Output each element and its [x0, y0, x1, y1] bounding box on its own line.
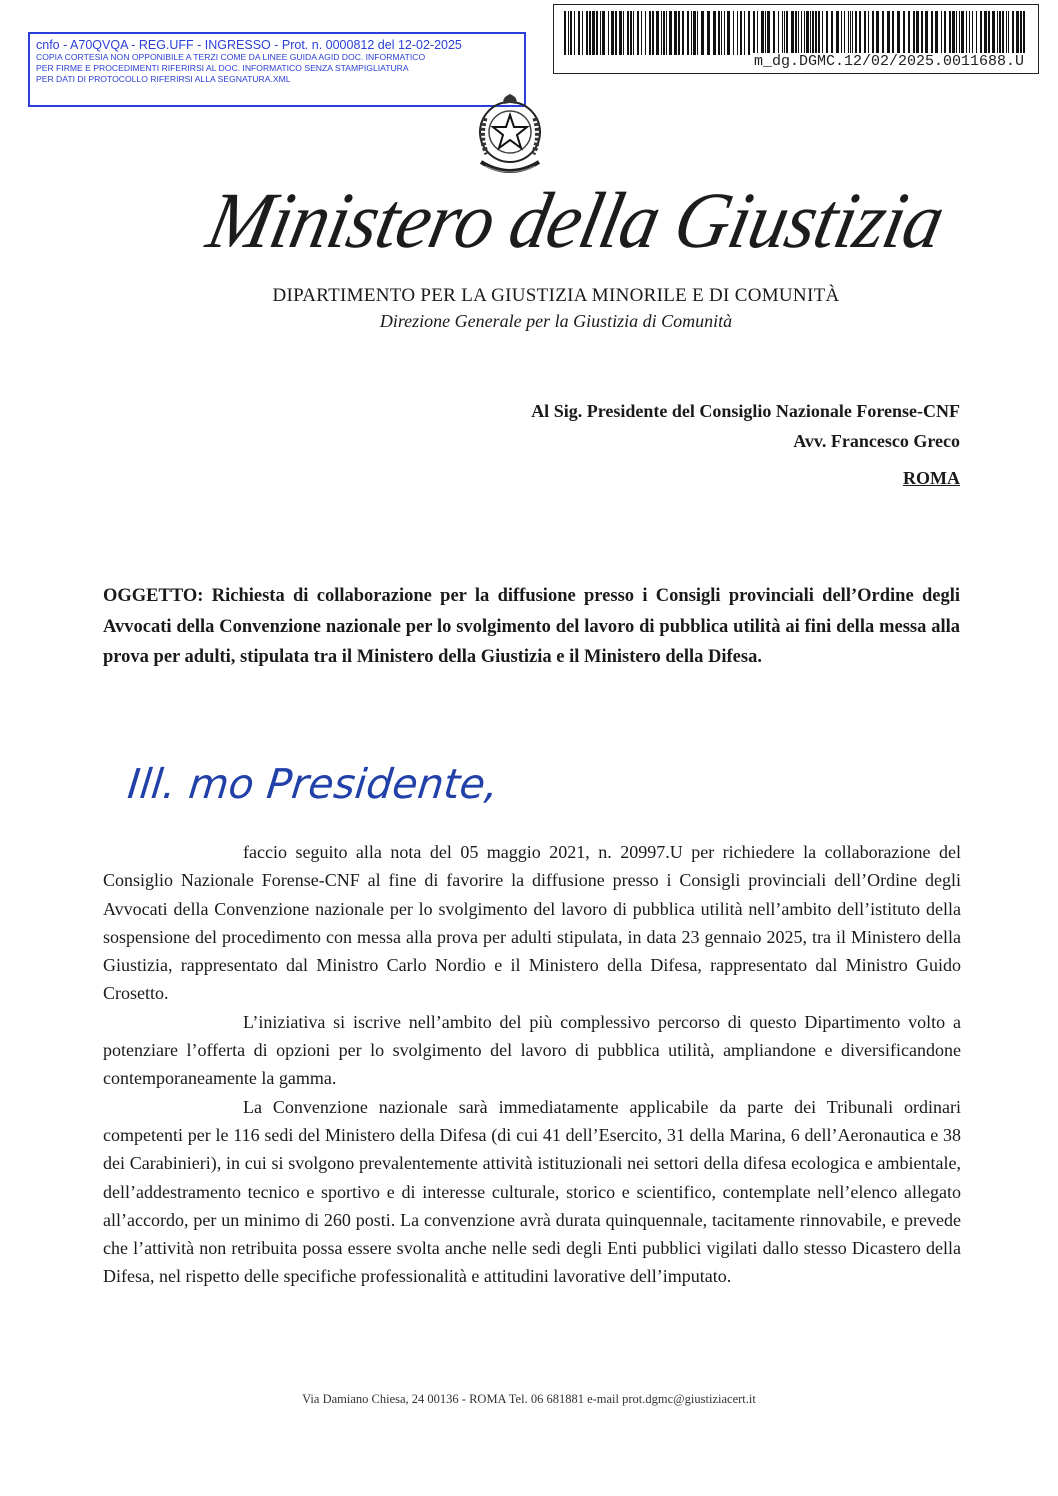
department-name: DIPARTIMENTO PER LA GIUSTIZIA MINORILE E DI COMUNITÀ: [272, 285, 840, 306]
subject: [103, 581, 960, 673]
barcode-code: m_dg.DGMC.12/02/2025.0011688.U: [750, 53, 1028, 70]
footer-contacts: Via Damiano Chiesa, 24 00136 - ROMA Tel. 06 681881 e-mail prot.dgmc@giustiziacert.it: [302, 1392, 756, 1406]
protocol-stamp-header: cnfo - A70QVQA - REG.UFF - INGRESSO - Prot. n. 0000812 del 12-02-2025: [36, 38, 462, 52]
subject-text: Richiesta di collaborazione per la diffusione presso i Consigli provinciali dell’Ordine degli Avvocati della Convenzione nazionale per lo svolgimento del lavoro di pubblica utilità ai fini della messa alla prova per adulti, stipulata tra il Ministero della Giustizia e il Ministero della Difesa.: [103, 586, 961, 667]
body-paragraph-2: L’iniziativa si iscrive nell’ambito del più complessivo percorso di questo Dipartimento volto a potenziare l’offerta di opzioni per lo svolgimento del lavoro di pubblica utilità, ampliandone e diversificandone contemporaneamente la gamma.: [103, 1011, 961, 1089]
barcode-bars-icon: [564, 11, 1028, 55]
recipient-city: ROMA: [903, 468, 960, 488]
protocol-stamp: [28, 32, 526, 107]
italian-republic-emblem-icon: [471, 88, 549, 182]
letter-body: [103, 838, 961, 1291]
handwritten-salutation: Ill. mo Presidente,: [125, 760, 501, 808]
barcode: [553, 4, 1039, 74]
ministry-name: Ministero della Giustizia: [200, 176, 952, 265]
body-paragraph-3: La Convenzione nazionale sarà immediatamente applicabile da parte dei Tribunali ordinari competenti per le 116 sedi del Ministero della Difesa (di cui 41 dell’Esercito, 31 della Marina, 6 dell’Aeronautica e 38 dei Carabinieri), in cui si svolgono prevalentemente attività istituzionali nei settori della difesa ecologica e ambientale, dell’addestramento tecnico e sportivo e di interesse culturale, storico e scientifico, contemplate nell’elenco allegato all’accordo, per un minimo di 260 posti. La convenzione avrà durata quinquennale, tacitamente rinnovabile, e prevede che l’attività non retribuita possa essere svolta anche nelle sedi degli Enti pubblici vigilati dallo stesso Dicastero della Difesa, nel rispetto delle specifiche professionalità e attitudini lavorative dell’imputato.: [103, 1096, 961, 1287]
protocol-stamp-line-2: PER FIRME E PROCEDIMENTI RIFERIRSI AL DOC. INFORMATICO SENZA STAMPIGLIATURA: [36, 63, 409, 73]
recipient-title: Al Sig. Presidente del Consiglio Nazionale Forense-CNF: [531, 401, 960, 421]
body-paragraph-1: faccio seguito alla nota del 05 maggio 2021, n. 20997.U per richiedere la collaborazione del Consiglio Nazionale Forense-CNF al fine di favorire la diffusione presso i Consigli provinciali dell’Ordine degli Avvocati della Convenzione nazionale per lo svolgimento del lavoro di pubblica utilità nell’ambito dell’istituto della sospensione del procedimento con messa alla prova per adulti stipulata, in data 23 gennaio 2025, tra il Ministero della Giustizia, rappresentato dal Ministro Carlo Nordio e il Ministero della Difesa, rappresentato dal Ministro Guido Crosetto.: [103, 842, 961, 1004]
subject-label: OGGETTO:: [103, 586, 204, 606]
protocol-stamp-line-1: COPIA CORTESIA NON OPPONIBILE A TERZI COME DA LINEE GUIDA AGID DOC. INFORMATICO: [36, 52, 426, 62]
recipient-name: Avv. Francesco Greco: [793, 431, 960, 451]
directorate-name: Direzione Generale per la Giustizia di Comunità: [379, 311, 733, 331]
protocol-stamp-line-3: PER DATI DI PROTOCOLLO RIFERIRSI ALLA SEGNATURA.XML: [36, 74, 291, 84]
